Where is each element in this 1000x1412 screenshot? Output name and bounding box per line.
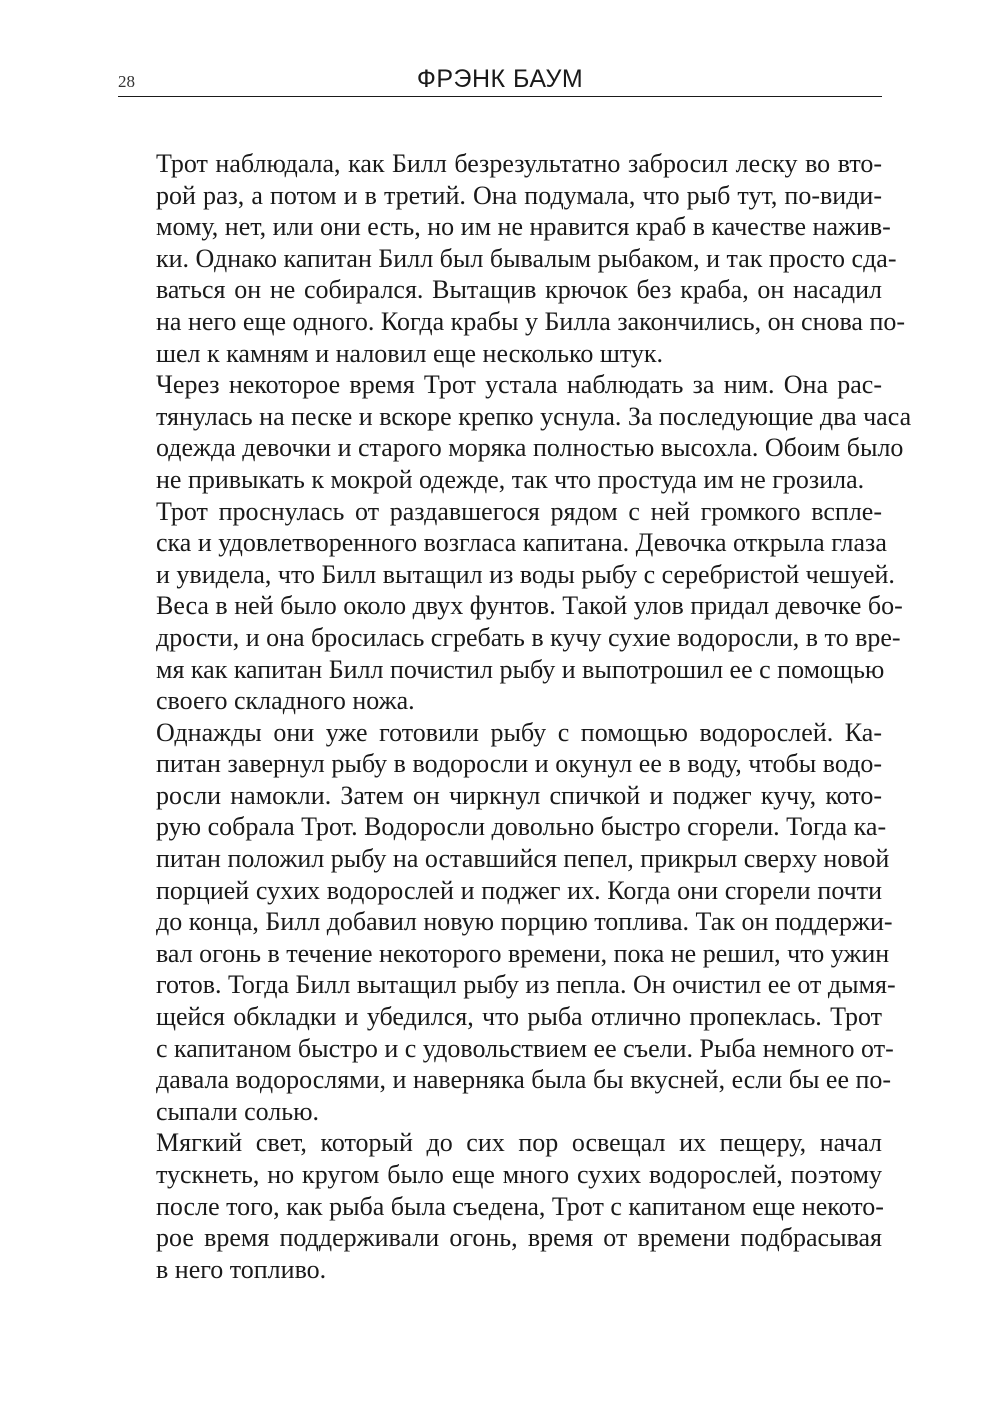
text-line: мя как капитан Билл почистил рыбу и выпотрошил ее с помощью	[156, 654, 885, 684]
paragraph	[118, 369, 912, 495]
text-line: своего складного ножа.	[156, 686, 415, 716]
body-text	[118, 148, 912, 1285]
paragraph	[118, 148, 906, 369]
text-line: и увидела, что Билл вытащил из воды рыбу с серебристой чешуей.	[156, 559, 895, 589]
text-line: сыпали солью.	[156, 1096, 320, 1126]
text-line: Однажды они уже готовили рыбу с помощью водорослей. Ка-	[156, 717, 882, 747]
page-header	[118, 62, 882, 97]
text-line: после того, как рыба была съедена, Трот с капитаном еще некото-	[156, 1191, 884, 1221]
text-line: на него еще одного. Когда крабы у Билла закончились, он снова по-	[156, 306, 906, 336]
paragraph	[118, 1127, 882, 1285]
text-line: Мягкий свет, который до сих пор освещал их пещеру, начал	[156, 1128, 882, 1158]
text-line: одежда девочки и старого моряка полностью высохла. Обоим было	[156, 433, 904, 463]
text-line: рой раз, а потом и в третий. Она подумала, что рыб тут, по-види-	[156, 180, 882, 210]
text-line: Веса в ней было около двух фунтов. Такой улов придал девочке бо-	[156, 591, 903, 621]
text-line: Трот наблюдала, как Билл безрезультатно забросил леску во вто-	[156, 149, 882, 178]
text-line: тускнеть, но кругом было еще много сухих водорослей, поэтому	[156, 1160, 882, 1189]
text-line: не привыкать к мокрой одежде, так что простуда им не грозила.	[156, 464, 865, 494]
paragraph	[118, 717, 896, 1128]
text-line: ска и удовлетворенного возгласа капитана. Девочка открыла глаза	[156, 528, 887, 558]
text-line: готов. Тогда Билл вытащил рыбу из пепла. Он очистил ее от дымя-	[156, 970, 896, 1000]
text-line: вал огонь в течение некоторого времени, пока не решил, что ужин	[156, 938, 890, 968]
text-line: порцией сухих водорослей и поджег их. Когда они сгорели почти	[156, 875, 882, 905]
text-line: ки. Однако капитан Билл был бывалым рыбаком, и так просто сда-	[156, 243, 897, 273]
text-line: мому, нет, или они есть, но им не нравится краб в качестве нажив-	[156, 212, 891, 242]
text-line: в него топливо.	[156, 1254, 327, 1284]
text-line: тянулась на песке и вскоре крепко уснула. За последующие два часа	[156, 401, 912, 431]
text-line: шел к камням и наловил еще несколько штук.	[156, 338, 663, 368]
text-line: Через некоторое время Трот устала наблюдать за ним. Она рас-	[156, 370, 882, 400]
text-line: питан завернул рыбу в водоросли и окунул ее в воду, чтобы водо-	[156, 749, 882, 779]
text-line: с капитаном быстро и с удовольствием ее съели. Рыба немного от-	[156, 1033, 894, 1063]
running-title: ФРЭНК БАУМ	[416, 65, 584, 93]
text-line: Трот проснулась от раздавшегося рядом с ней громкого всплe-	[156, 496, 882, 526]
text-line: росли намокли. Затем он чиркнул спичкой и поджег кучу, кото-	[156, 780, 882, 810]
text-line: щейся обкладки и убедился, что рыба отлично пропеклась. Трот	[156, 1002, 882, 1032]
text-line: давала водорослями, и наверняка была бы вкусней, если бы ее по-	[156, 1065, 892, 1095]
text-line: питан положил рыбу на оставшийся пепел, прикрыл сверху новой	[156, 844, 890, 874]
text-line: ваться он не собирался. Вытащив крючок без краба, он насадил	[156, 275, 882, 305]
text-line: рую собрала Трот. Водоросли довольно быстро сгорели. Тогда ка-	[156, 812, 887, 842]
text-line: дрости, и она бросилась сгребать в кучу сухие водоросли, в то вре-	[156, 622, 901, 652]
page-number: 28	[118, 72, 135, 91]
text-line: до конца, Билл добавил новую порцию топлива. Так он поддержи-	[156, 907, 893, 937]
paragraph	[118, 496, 903, 717]
text-line: рое время поддерживали огонь, время от времени подбрасывая	[156, 1223, 882, 1253]
